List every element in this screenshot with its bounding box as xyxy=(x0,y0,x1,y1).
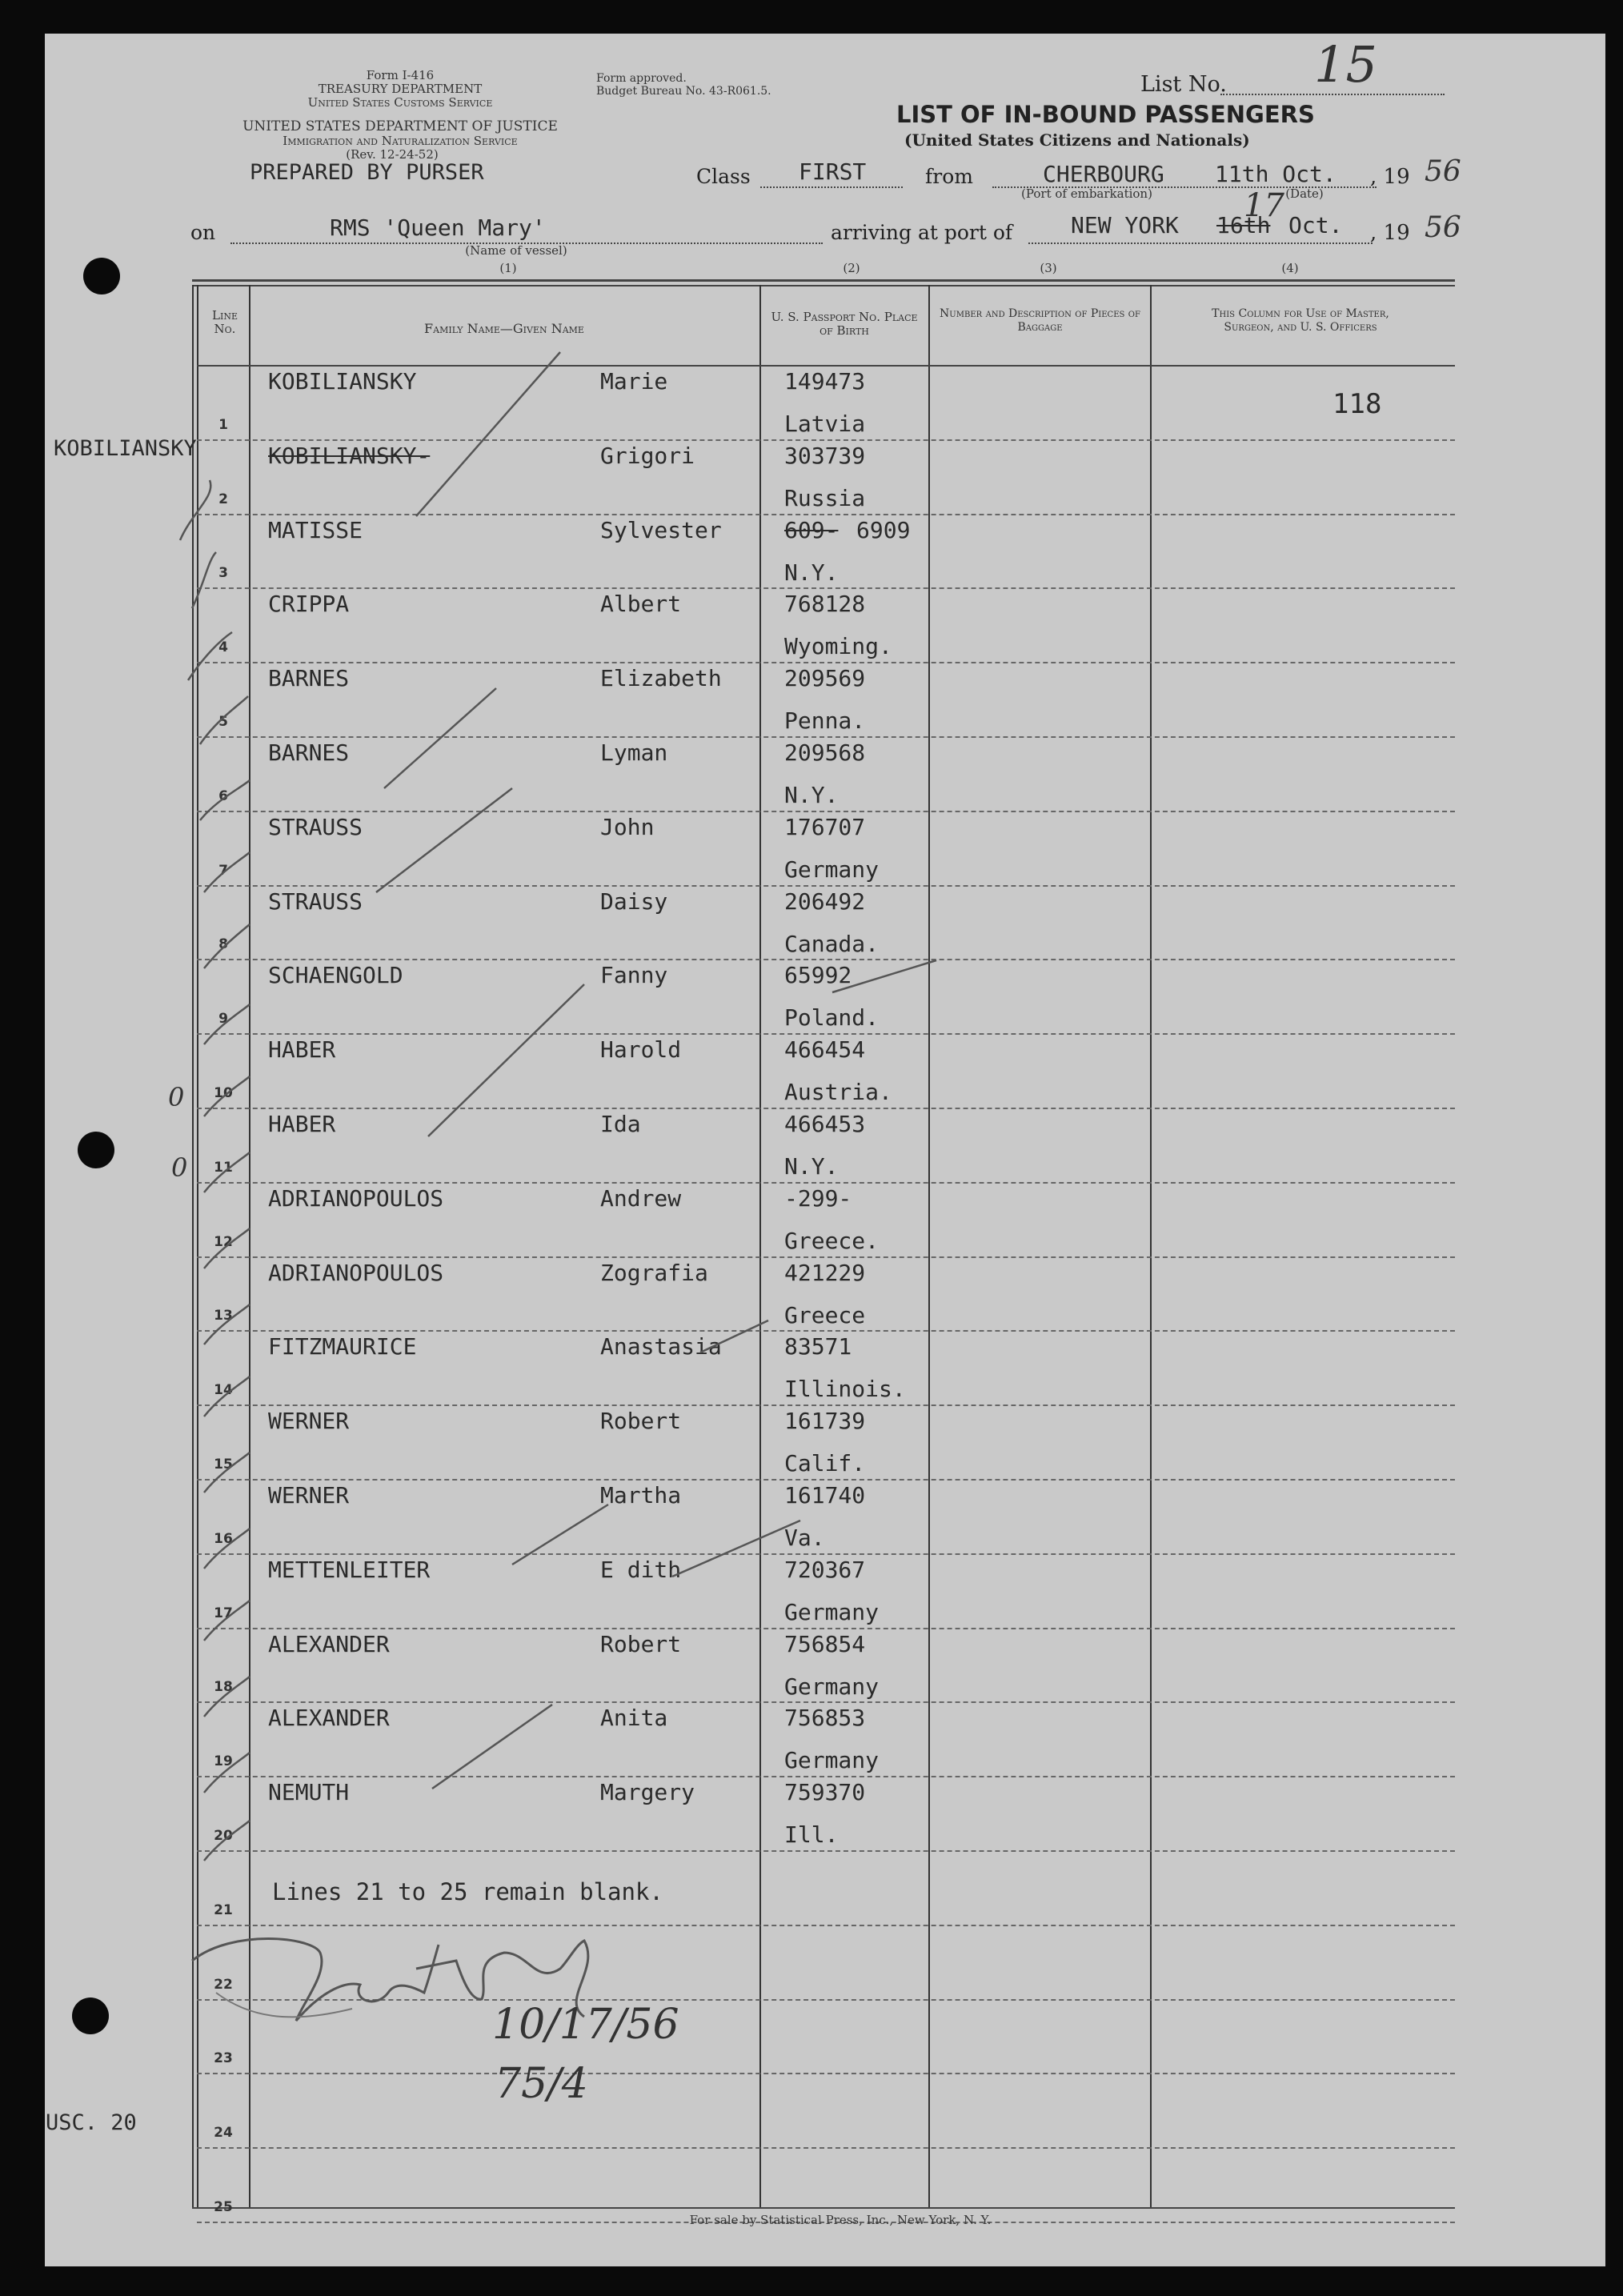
passport-number: 466454 xyxy=(784,1036,866,1064)
passport-number: 65992 xyxy=(784,962,852,989)
birthplace: Greece xyxy=(784,1301,866,1328)
margin-mark: 0 xyxy=(171,1152,188,1183)
line-number: 1 xyxy=(218,416,228,433)
given-name: Lyman xyxy=(600,739,668,766)
passport-struck: 609- xyxy=(784,516,839,543)
embarkation-port: CHERBOURG xyxy=(1043,161,1164,187)
arrival-date-struck: 16th xyxy=(1216,212,1271,238)
passport-number: 303739 xyxy=(784,442,866,469)
birthplace: Penna. xyxy=(784,707,866,735)
family-name: NEMUTH xyxy=(268,1779,350,1806)
given-name: Fanny xyxy=(600,962,668,989)
family-name: FITZMAURICE xyxy=(268,1333,417,1360)
col-header-officers: This Column for Use of Master, Surgeon, and U. S. Officers xyxy=(1212,307,1389,334)
agency-justice: UNITED STATES DEPARTMENT OF JUSTICE xyxy=(242,118,558,134)
passport-number: 176707 xyxy=(784,813,866,840)
line-number: 15 xyxy=(214,1457,233,1473)
family-name: SCHAENGOLD xyxy=(268,962,403,989)
agency-ins: Immigration and Naturalization Service xyxy=(283,134,518,148)
vessel-name: RMS 'Queen Mary' xyxy=(330,214,546,241)
col-header-baggage: Number and Description of Pieces of Baggage xyxy=(940,307,1140,334)
birthplace: Latvia xyxy=(784,411,866,437)
passport-number: 759370 xyxy=(784,1779,866,1806)
form-number: Form I-416 xyxy=(366,68,435,82)
form-revision: (Rev. 12-24-52) xyxy=(346,147,439,162)
line-number: 16 xyxy=(214,1530,233,1547)
family-name: ADRIANOPOULOS xyxy=(268,1184,444,1212)
handwritten-date: 10/17/56 xyxy=(492,2001,679,2049)
family-name: ALEXANDER xyxy=(268,1705,390,1732)
line-number: 11 xyxy=(214,1159,233,1176)
birthplace: Va. xyxy=(784,1525,825,1551)
given-name: Anastasia xyxy=(600,1333,722,1360)
list-no-label: List No. xyxy=(1140,72,1227,97)
family-name: KOBILIANSKY- xyxy=(268,442,431,469)
family-name: HABER xyxy=(268,1036,336,1064)
list-no-value: 15 xyxy=(1314,35,1377,94)
birthplace: Illinois. xyxy=(784,1376,906,1403)
class-value: FIRST xyxy=(799,158,867,185)
family-name: WERNER xyxy=(268,1482,350,1509)
handwritten-fraction: 75/4 xyxy=(495,2060,588,2108)
given-name: Margery xyxy=(600,1779,695,1806)
birthplace: N.Y. xyxy=(784,559,839,586)
passport-number: 206492 xyxy=(784,888,866,915)
family-name: HABER xyxy=(268,1111,336,1137)
col-header-line-no: Line No. xyxy=(212,308,238,336)
year-prefix-1: , 19 xyxy=(1370,165,1410,189)
given-name: E dith xyxy=(600,1556,682,1583)
line-number: 14 xyxy=(214,1382,233,1399)
line-number: 9 xyxy=(218,1011,228,1028)
form-title: LIST OF IN-BOUND PASSENGERS xyxy=(896,101,1315,128)
birthplace: Poland. xyxy=(784,1004,880,1032)
col-header-passport: U. S. Passport No. Place of Birth xyxy=(771,310,918,338)
birthplace: Calif. xyxy=(784,1450,866,1477)
arrival-month: Oct. xyxy=(1288,212,1343,238)
printer-footer: For sale by Statistical Press, Inc., New York, N. Y. xyxy=(689,2213,992,2227)
usc-code: USC. 20 xyxy=(46,2110,137,2135)
line-number: 25 xyxy=(214,2199,233,2215)
given-name: Grigori xyxy=(600,442,695,469)
col-number-4: (4) xyxy=(1281,261,1299,275)
given-name: Robert xyxy=(600,1630,682,1657)
birthplace: Wyoming. xyxy=(784,633,892,660)
birthplace: Canada. xyxy=(784,930,880,957)
passport-number: 149473 xyxy=(784,368,866,395)
passport-number: 6909 xyxy=(856,516,911,543)
birthplace: N.Y. xyxy=(784,782,839,808)
birthplace: Russia xyxy=(784,484,866,511)
form-subtitle: (United States Citizens and Nationals) xyxy=(904,130,1250,150)
line-number: 24 xyxy=(214,2125,233,2142)
given-name: Albert xyxy=(600,591,682,618)
passport-number: -299- xyxy=(784,1184,852,1212)
family-name: STRAUSS xyxy=(268,813,363,840)
col-number-3: (3) xyxy=(1040,261,1057,275)
given-name: Andrew xyxy=(600,1184,682,1212)
year-2: 56 xyxy=(1425,211,1461,244)
passport-number: 161740 xyxy=(784,1482,866,1509)
agency-treasury: TREASURY DEPARTMENT xyxy=(318,82,483,96)
family-name: ADRIANOPOULOS xyxy=(268,1259,444,1286)
line-number: 17 xyxy=(214,1605,233,1621)
line-number: 4 xyxy=(218,639,228,656)
given-name: Sylvester xyxy=(600,516,722,543)
passport-number: 768128 xyxy=(784,591,866,618)
family-name: ALEXANDER xyxy=(268,1630,390,1657)
family-name: MATISSE xyxy=(268,516,363,543)
line-number: 10 xyxy=(214,1085,233,1101)
given-name: Daisy xyxy=(600,888,668,915)
passport-number: 209568 xyxy=(784,739,866,766)
line-number: 21 xyxy=(214,1901,233,1918)
line-number: 2 xyxy=(218,491,228,507)
birthplace: Greece. xyxy=(784,1227,880,1254)
line-number: 8 xyxy=(218,936,228,953)
arrival-port: NEW YORK xyxy=(1071,212,1179,238)
birthplace: N.Y. xyxy=(784,1153,839,1180)
form-approved: Form approved. xyxy=(596,72,687,85)
vessel-caption: (Name of vessel) xyxy=(465,243,567,258)
passport-number: 421229 xyxy=(784,1259,866,1286)
margin-name: KOBILIANSKY xyxy=(54,436,197,461)
family-name: STRAUSS xyxy=(268,888,363,915)
prepared-by: PREPARED BY PURSER xyxy=(250,160,484,185)
line-number: 19 xyxy=(214,1753,233,1770)
line-number: 23 xyxy=(214,2050,233,2067)
given-name: Zografia xyxy=(600,1259,708,1286)
family-name: CRIPPA xyxy=(268,591,350,618)
margin-mark: 0 xyxy=(168,1082,185,1112)
line-number: 3 xyxy=(218,565,228,582)
passport-number: 756853 xyxy=(784,1705,866,1732)
family-name: BARNES xyxy=(268,665,350,692)
family-name: KOBILIANSKY xyxy=(268,368,417,395)
given-name: Harold xyxy=(600,1036,682,1064)
family-name: BARNES xyxy=(268,739,350,766)
officer-count: 118 xyxy=(1332,388,1382,420)
passport-number: 209569 xyxy=(784,665,866,692)
birthplace: Germany xyxy=(784,855,880,883)
col-header-name: Family Name—Given Name xyxy=(424,321,584,336)
embarkation-date: 11th Oct. xyxy=(1215,161,1336,187)
agency-customs: United States Customs Service xyxy=(307,95,493,110)
passport-number: 756854 xyxy=(784,1630,866,1657)
from-label: from xyxy=(925,165,973,188)
given-name: Elizabeth xyxy=(600,665,722,692)
birthplace: Germany xyxy=(784,1598,880,1625)
line-number: 5 xyxy=(218,714,228,730)
line-number: 7 xyxy=(218,862,228,879)
given-name: Marie xyxy=(600,368,668,395)
passport-number: 466453 xyxy=(784,1111,866,1137)
birthplace: Austria. xyxy=(784,1079,892,1106)
given-name: John xyxy=(600,813,655,840)
given-name: Martha xyxy=(600,1482,682,1509)
line-number: 6 xyxy=(218,787,228,804)
date-caption: (Date) xyxy=(1285,186,1324,201)
budget-bureau: Budget Bureau No. 43-R061.5. xyxy=(596,85,771,98)
col-number-2: (2) xyxy=(843,261,860,275)
line-number: 20 xyxy=(214,1828,233,1844)
year-prefix-2: , 19 xyxy=(1370,221,1410,245)
birthplace: Germany xyxy=(784,1673,880,1700)
on-label: on xyxy=(190,221,216,244)
family-name: WERNER xyxy=(268,1408,350,1435)
given-name: Robert xyxy=(600,1408,682,1435)
given-name: Ida xyxy=(600,1111,641,1137)
passport-number: 720367 xyxy=(784,1556,866,1583)
port-caption: (Port of embarkation) xyxy=(1021,186,1152,201)
line-number: 13 xyxy=(214,1308,233,1324)
passport-number: 161739 xyxy=(784,1408,866,1435)
given-name: Anita xyxy=(600,1705,668,1732)
year-1: 56 xyxy=(1425,155,1461,188)
arrival-date-correction: 17 xyxy=(1244,187,1284,224)
blank-lines-note: Lines 21 to 25 remain blank. xyxy=(272,1878,663,1905)
arriving-label: arriving at port of xyxy=(831,221,1013,244)
line-number: 22 xyxy=(214,1976,233,1993)
passport-number: 83571 xyxy=(784,1333,852,1360)
birthplace: Germany xyxy=(784,1747,880,1774)
line-number: 18 xyxy=(214,1679,233,1696)
family-name: METTENLEITER xyxy=(268,1556,431,1583)
line-number: 12 xyxy=(214,1233,233,1250)
class-label: Class xyxy=(696,165,751,188)
birthplace: Ill. xyxy=(784,1821,839,1849)
col-number-1: (1) xyxy=(499,261,517,275)
